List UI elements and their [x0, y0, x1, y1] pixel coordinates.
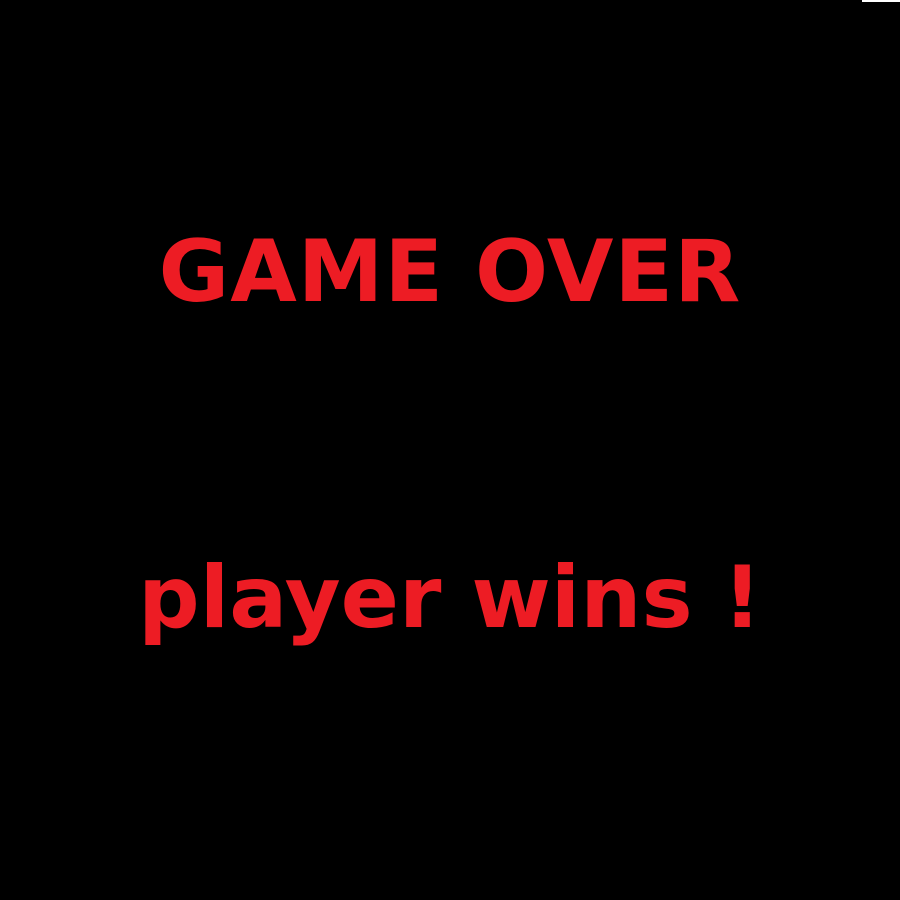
winner-message: player wins !: [138, 548, 762, 648]
corner-divider-line: [862, 0, 900, 2]
game-over-title: GAME OVER: [158, 222, 742, 322]
